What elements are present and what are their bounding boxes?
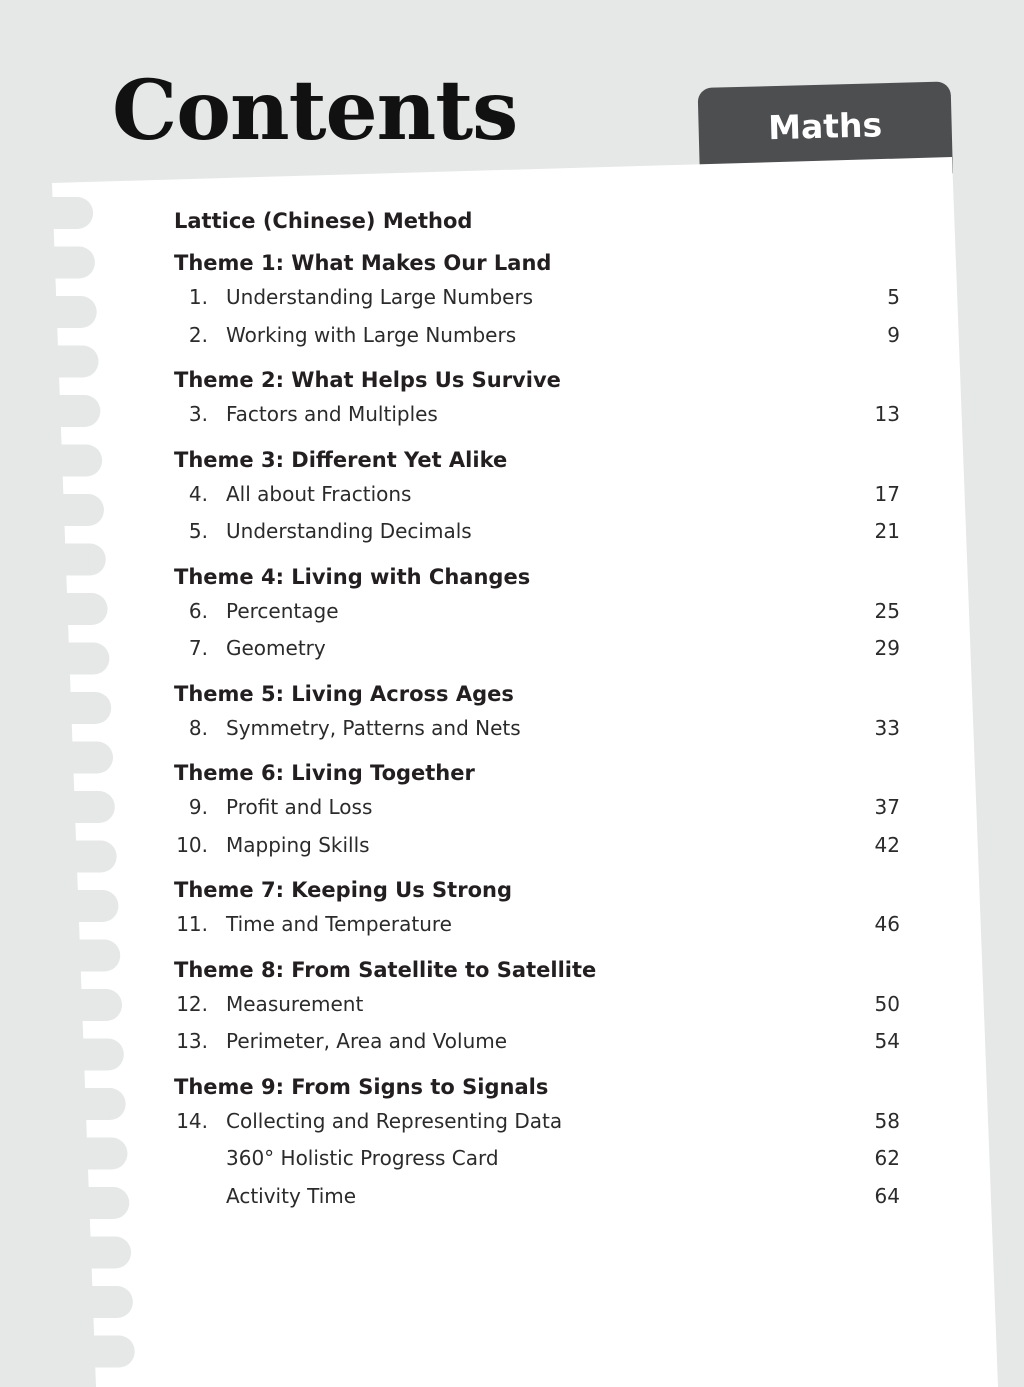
binder-hole-edge [0, 296, 81, 328]
chapter-number: 7. [188, 636, 208, 660]
toc-section [174, 1071, 900, 1216]
chapter-title: Understanding Large Numbers [226, 285, 534, 309]
chapter-number: 13. [176, 1029, 208, 1053]
chapter-title: Measurement [226, 991, 364, 1016]
toc-entry [174, 1023, 900, 1061]
table-of-contents [174, 205, 900, 1215]
toc-entry [174, 593, 900, 631]
binder-hole-edge [0, 1286, 117, 1318]
page-number: 64 [874, 1183, 900, 1208]
toc-section [174, 561, 900, 668]
binder-hole-edge [0, 197, 77, 229]
chapter-title: Time and Temperature [226, 912, 452, 936]
toc-entry [174, 476, 900, 514]
section-heading: Theme 1: What Makes Our Land [174, 251, 552, 275]
binder-hole-edge [0, 593, 92, 625]
chapter-title: Perimeter, Area and Volume [226, 1029, 508, 1053]
chapter-number: 14. [176, 1108, 208, 1133]
toc-entry [174, 827, 900, 865]
chapter-number: 1. [188, 285, 208, 309]
chapter-number: 8. [188, 715, 208, 740]
chapter-title: Percentage [226, 598, 339, 623]
page-number: 50 [874, 991, 900, 1016]
chapter-title: Profit and Loss [226, 795, 373, 819]
page-number: 29 [874, 636, 900, 660]
chapter-title: Collecting and Representing Data [226, 1108, 563, 1133]
binder-hole-edge [0, 643, 93, 675]
chapter-title: Mapping Skills [226, 832, 370, 857]
binder-hole-edge [0, 742, 97, 774]
page-number: 42 [874, 832, 900, 857]
toc-entry [174, 513, 900, 551]
chapter-title: Geometry [226, 636, 326, 660]
page-number: 25 [874, 598, 900, 623]
toc-entry [174, 710, 900, 748]
toc-section [174, 444, 900, 551]
section-heading: Theme 9: From Signs to Signals [174, 1074, 549, 1099]
binder-hole-edge [0, 791, 99, 823]
toc-entry [174, 1178, 900, 1216]
binder-hole-edge [0, 1138, 111, 1170]
toc-entry [174, 317, 900, 355]
toc-section [174, 874, 900, 944]
section-heading: Theme 3: Different Yet Alike [174, 447, 508, 472]
chapter-number: 10. [176, 832, 208, 857]
chapter-title: 360° Holistic Progress Card [226, 1146, 499, 1170]
toc-entry [174, 279, 900, 317]
chapter-title: All about Fractions [226, 481, 412, 506]
binder-hole-edge [0, 940, 104, 972]
page-number: 13 [874, 402, 900, 426]
chapter-title: Working with Large Numbers [226, 322, 517, 347]
page-number: 9 [887, 322, 900, 347]
chapter-title: Symmetry, Patterns and Nets [226, 715, 521, 740]
binder-hole-edge [0, 346, 83, 378]
section-heading: Theme 2: What Helps Us Survive [174, 368, 561, 392]
section-heading: Theme 7: Keeping Us Strong [174, 878, 512, 902]
chapter-title: Activity Time [226, 1183, 357, 1208]
binder-hole-edge [0, 1237, 115, 1269]
binder-hole-edge [0, 1336, 119, 1368]
page-number: 54 [874, 1029, 900, 1053]
toc-entry [174, 986, 900, 1024]
chapter-number: 2. [188, 322, 208, 347]
binder-hole-edge [0, 1039, 108, 1071]
page-number: 58 [874, 1108, 900, 1133]
section-heading: Theme 5: Living Across Ages [174, 681, 514, 706]
section-heading: Theme 8: From Satellite to Satellite [174, 957, 597, 982]
page-number: 21 [874, 519, 900, 543]
chapter-number: 12. [176, 991, 208, 1016]
chapter-number: 9. [188, 795, 208, 819]
section-heading: Lattice (Chinese) Method [174, 209, 473, 233]
page-number: 62 [874, 1146, 900, 1170]
binder-hole-edge [0, 395, 84, 427]
binder-hole-edge [0, 890, 102, 922]
page-number: 33 [874, 715, 900, 740]
toc-entry [174, 789, 900, 827]
toc-section [174, 247, 900, 354]
chapter-number: 5. [188, 519, 208, 543]
page-number: 37 [874, 795, 900, 819]
chapter-number: 4. [188, 481, 208, 506]
subject-tab-label: Maths [767, 105, 883, 148]
chapter-title: Understanding Decimals [226, 519, 472, 543]
toc-entry [174, 1140, 900, 1178]
toc-section [174, 757, 900, 864]
toc-entry [174, 1103, 900, 1141]
chapter-number: 11. [176, 912, 208, 936]
binder-hole-edge [0, 494, 88, 526]
binder-hole-edge [0, 692, 95, 724]
binder-hole-edge [0, 544, 90, 576]
chapter-number: 3. [188, 402, 208, 426]
chapter-title: Factors and Multiples [226, 402, 438, 426]
toc-entry [174, 630, 900, 668]
toc-entry [174, 906, 900, 944]
binder-hole-edge [0, 247, 79, 279]
page-number: 46 [874, 912, 900, 936]
section-heading: Theme 6: Living Together [174, 761, 475, 785]
binder-hole-edge [0, 841, 101, 873]
binder-hole-edge [0, 1088, 110, 1120]
section-heading: Theme 4: Living with Changes [174, 564, 531, 589]
toc-entry [174, 396, 900, 434]
chapter-number: 6. [188, 598, 208, 623]
toc-section [174, 205, 900, 237]
toc-section [174, 678, 900, 748]
binder-hole-edge [0, 989, 106, 1021]
toc-section [174, 954, 900, 1061]
page-number: 17 [874, 481, 900, 506]
page-title: Contents [112, 63, 518, 159]
binder-hole-edge [0, 1187, 113, 1219]
page-number: 5 [887, 285, 900, 309]
toc-section [174, 364, 900, 434]
binder-hole-edge [0, 445, 86, 477]
